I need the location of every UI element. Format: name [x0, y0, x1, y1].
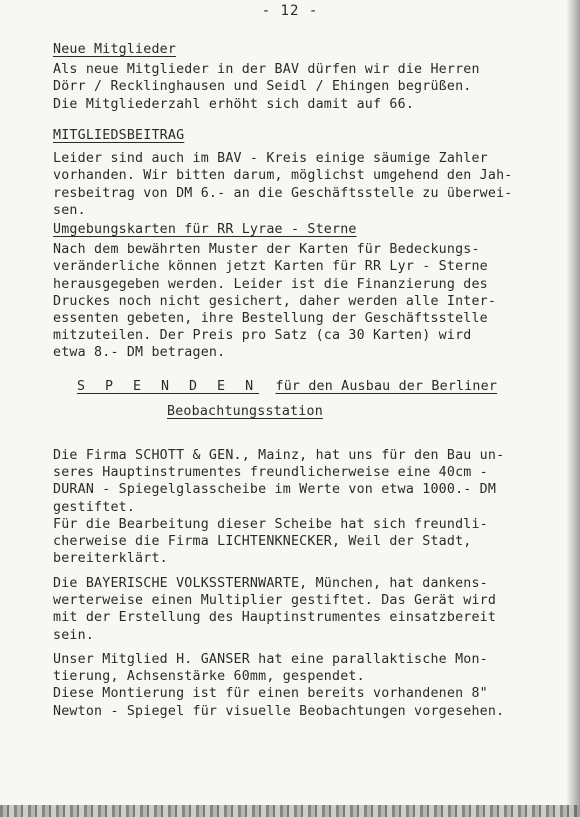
fee-section [53, 127, 533, 219]
text-line: tierung, Achsenstärke 60mm, gespendet. [53, 669, 365, 685]
donation-schott-paragraph [53, 447, 533, 567]
text-line: sein. [53, 627, 95, 643]
text-line: Die Mitgliederzahl erhöht sich damit auf 66. [53, 96, 415, 112]
text-line: Die BAYERISCHE VOLKSSTERNWARTE, München, hat dankens- [53, 576, 488, 591]
text-line: werterweise einen Multiplier gestiftet. Das Gerät wird [53, 593, 497, 609]
scan-bottom-edge [0, 805, 580, 817]
text-line: Für die Bearbeitung dieser Scheibe hat sich freundli- [53, 516, 488, 532]
donations-heading-line2-wrap [77, 403, 517, 420]
text-line: Unser Mitglied H. GANSER hat eine parallaktische Mon- [53, 652, 488, 667]
donations-heading-line2: Beobachtungsstation [167, 404, 323, 420]
text-line: Diese Montierung ist für einen bereits vorhandenen 8" [53, 686, 488, 702]
text-line: Druckes noch nicht gesichert, daher werden alle Inter- [53, 293, 497, 309]
text-line: seres Hauptinstrumentes freundlicherweise eine 40cm - [53, 465, 488, 481]
text-line: Newton - Spiegel für visuelle Beobachtungen vorgesehen. [53, 703, 505, 719]
text-line: bereiterklärt. [53, 551, 168, 567]
text-line: cherweise die Firma LICHTENKNECKER, Weil der Stadt, [53, 533, 472, 549]
donations-heading [77, 378, 517, 420]
new-members-heading: Neue Mitglieder [53, 42, 177, 57]
page-edge-shadow [566, 0, 580, 817]
text-line: vorhanden. Wir bitten darum, möglichst umgehend den Jah- [53, 168, 513, 184]
donations-heading-line1 [77, 378, 517, 395]
text-line: resbeitrag von DM 6.- an die Geschäftsstelle zu überwei- [53, 185, 513, 201]
text-line: DURAN - Spiegelglasscheibe im Werte von etwa 1000.- DM [53, 482, 497, 498]
text-line: etwa 8.- DM betragen. [53, 345, 226, 361]
donations-heading-rest: für den Ausbau der Berliner [275, 379, 498, 394]
donations-heading-word: S P E N D E N [77, 379, 260, 394]
text-line: Die Firma SCHOTT & GEN., Mainz, hat uns für den Bau un- [53, 448, 505, 463]
fee-heading: MITGLIEDSBEITRAG [53, 128, 185, 143]
donation-volkssternwarte-paragraph [53, 575, 533, 644]
text-line: mitzuteilen. Der Preis pro Satz (ca 30 Karten) wird [53, 328, 472, 344]
text-line: sen. [53, 202, 86, 218]
text-line: mit der Erstellung des Hauptinstrumentes einsatzbereit [53, 610, 497, 626]
text-line: Dörr / Recklinghausen und Seidl / Ehingen begrüßen. [53, 79, 472, 95]
page-number: - 12 - [261, 3, 319, 19]
text-line: Leider sind auch im BAV - Kreis einige säumige Zahler [53, 151, 488, 167]
charts-section [53, 221, 533, 362]
text-line: veränderliche können jetzt Karten für RR Lyr - Sterne [53, 259, 488, 275]
text-line: herausgegeben werden. Leider ist die Finanzierung des [53, 276, 488, 292]
text-line: Als neue Mitglieder in der BAV dürfen wir die Herren [53, 62, 480, 78]
text-line: Nach dem bewährten Muster der Karten für Bedeckungs- [53, 242, 480, 258]
new-members-section [53, 41, 533, 113]
text-line: gestiftet. [53, 499, 136, 515]
text-line: essenten gebeten, ihre Bestellung der Geschäftsstelle [53, 310, 488, 326]
charts-heading: Umgebungskarten für RR Lyrae - Sterne [53, 222, 357, 237]
donation-ganser-paragraph [53, 651, 533, 720]
